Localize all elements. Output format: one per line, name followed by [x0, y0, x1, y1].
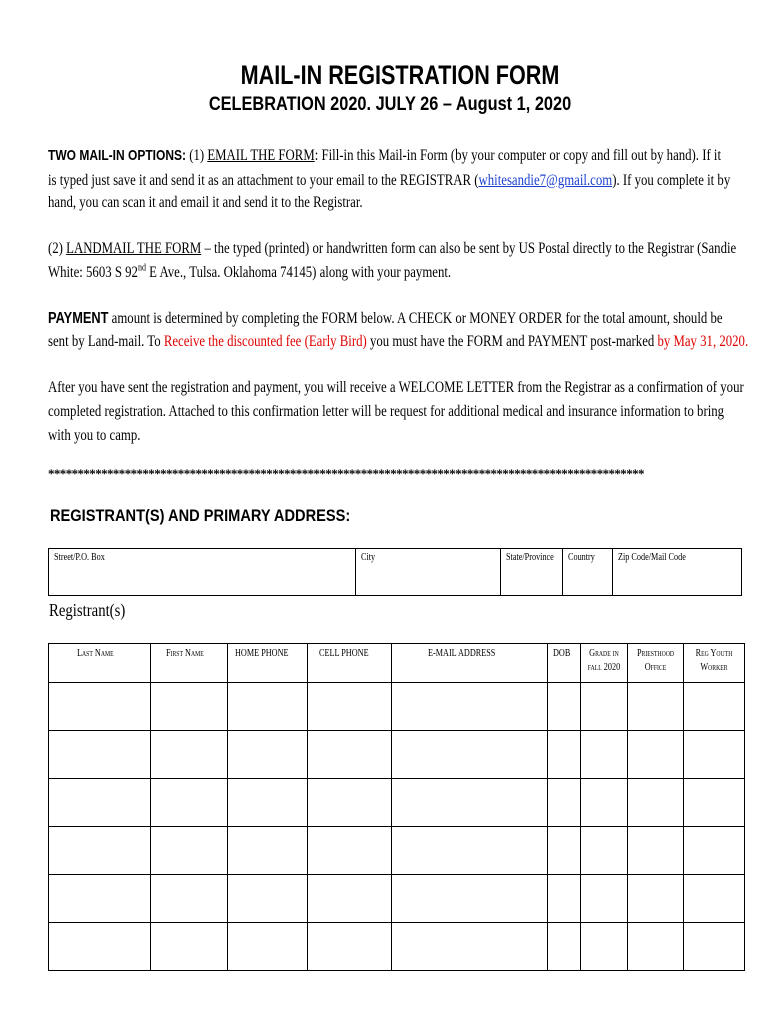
- col-dob: DOB: [548, 644, 581, 683]
- registrant-cell[interactable]: [392, 683, 548, 731]
- registrant-cell[interactable]: [392, 923, 548, 971]
- col-grade: Grade in fall 2020: [581, 644, 628, 683]
- registrant-cell[interactable]: [228, 827, 308, 875]
- registrant-row: [49, 923, 745, 971]
- registrant-cell[interactable]: [308, 827, 392, 875]
- registrar-email-link[interactable]: whitesandie7@gmail.com: [478, 172, 613, 189]
- col-youth-worker: Reg Youth Worker: [684, 644, 745, 683]
- registrant-cell[interactable]: [228, 875, 308, 923]
- registrant-cell[interactable]: [151, 827, 228, 875]
- address-row: [49, 549, 742, 596]
- registrant-cell[interactable]: [49, 731, 151, 779]
- registrant-cell[interactable]: [49, 923, 151, 971]
- address-table: [48, 548, 742, 596]
- registrant-cell[interactable]: [581, 731, 628, 779]
- registrant-cell[interactable]: [684, 827, 745, 875]
- registrant-cell[interactable]: [581, 779, 628, 827]
- registrant-cell[interactable]: [684, 683, 745, 731]
- after-line2: completed registration. Attached to this confirmation letter will be request for additional medical and insurance information to bring: [48, 403, 725, 420]
- registrant-cell[interactable]: [548, 875, 581, 923]
- zip-field[interactable]: Zip Code/Mail Code: [613, 549, 742, 596]
- registrant-cell[interactable]: [548, 683, 581, 731]
- state-field[interactable]: State/Province: [501, 549, 563, 596]
- registrant-cell[interactable]: [392, 731, 548, 779]
- registrant-cell[interactable]: [581, 683, 628, 731]
- registrant-cell[interactable]: [684, 923, 745, 971]
- address-heading: REGISTRANT(S) AND PRIMARY ADDRESS:: [50, 506, 351, 525]
- registrant-row: [49, 827, 745, 875]
- payment-heading: PAYMENT: [48, 310, 109, 327]
- options-heading: TWO MAIL-IN OPTIONS:: [48, 147, 186, 164]
- after-line3: with you to camp.: [48, 427, 141, 444]
- registrant-cell[interactable]: [308, 683, 392, 731]
- option1-line1: TWO MAIL-IN OPTIONS: (1) EMAIL THE FORM: Fill-in this Mail-in Form (by your computer or copy and fill out by hand). If it: [48, 147, 722, 164]
- payment-line1: PAYMENT amount is determined by completing the FORM below. A CHECK or MONEY ORDER for the total amount, should be: [48, 310, 723, 327]
- registrant-cell[interactable]: [151, 779, 228, 827]
- registrant-cell[interactable]: [628, 875, 684, 923]
- registrant-row: [49, 875, 745, 923]
- registrant-cell[interactable]: [151, 923, 228, 971]
- registrant-cell[interactable]: [581, 875, 628, 923]
- registrant-cell[interactable]: [392, 779, 548, 827]
- registrant-cell[interactable]: [548, 731, 581, 779]
- col-home-phone: HOME PHONE: [228, 644, 308, 683]
- registrant-cell[interactable]: [684, 779, 745, 827]
- option2-line1: (2) LANDMAIL THE FORM – the typed (printed) or handwritten form can also be sent by US Postal directly to the Registrar (Sandie: [48, 240, 737, 257]
- registrant-cell[interactable]: [628, 683, 684, 731]
- option2-line2: White: 5603 S 92nd E Ave., Tulsa. Oklahoma 74145) along with your payment.: [48, 262, 452, 281]
- registrant-cell[interactable]: [581, 827, 628, 875]
- registrant-cell[interactable]: [308, 875, 392, 923]
- option2-title: LANDMAIL THE FORM: [66, 240, 202, 257]
- registrant-cell[interactable]: [628, 779, 684, 827]
- registrant-cell[interactable]: [228, 683, 308, 731]
- registrants-table: [48, 643, 745, 971]
- registrant-cell[interactable]: [49, 779, 151, 827]
- registrants-header-row: [49, 644, 745, 683]
- payment-line2: sent by Land-mail. To Receive the discounted fee (Early Bird) you must have the FORM and PAYMENT post-marked by May 31, 2020.: [48, 333, 749, 350]
- registrant-cell[interactable]: [228, 779, 308, 827]
- col-priesthood: Priesthood Office: [628, 644, 684, 683]
- col-email: E-MAIL ADDRESS: [392, 644, 548, 683]
- registrant-cell[interactable]: [228, 923, 308, 971]
- registrant-cell[interactable]: [49, 827, 151, 875]
- col-last-name: Last Name: [49, 644, 151, 683]
- registrant-cell[interactable]: [151, 683, 228, 731]
- deadline-note: by May 31, 2020.: [657, 333, 749, 350]
- street-field[interactable]: Street/P.O. Box: [49, 549, 356, 596]
- registrant-cell[interactable]: [151, 731, 228, 779]
- registrant-cell[interactable]: [581, 923, 628, 971]
- option1-line2: is typed just save it and send it as an attachment to your email to the REGISTRAR (whitesandie7@gmail.com). If you complete it by: [48, 172, 731, 189]
- registrant-row: [49, 683, 745, 731]
- registrants-body: [49, 683, 745, 971]
- registrant-cell[interactable]: [308, 779, 392, 827]
- option1-line3: hand, you can scan it and email it and send it to the Registrar.: [48, 194, 363, 211]
- registrant-cell[interactable]: [392, 875, 548, 923]
- registrant-cell[interactable]: [628, 923, 684, 971]
- registrant-cell[interactable]: [548, 923, 581, 971]
- registrant-cell[interactable]: [49, 875, 151, 923]
- registrant-cell[interactable]: [392, 827, 548, 875]
- registrant-cell[interactable]: [548, 779, 581, 827]
- col-cell-phone: CELL PHONE: [308, 644, 392, 683]
- registrants-label: Registrant(s): [49, 600, 126, 620]
- early-bird-note: Receive the discounted fee (Early Bird): [163, 333, 367, 350]
- registrant-row: [49, 779, 745, 827]
- form-subtitle: CELEBRATION 2020. JULY 26 – August 1, 2020: [208, 94, 572, 115]
- registrant-cell[interactable]: [684, 731, 745, 779]
- form-title: MAIL-IN REGISTRATION FORM: [240, 60, 560, 90]
- registrant-cell[interactable]: [49, 683, 151, 731]
- registrant-cell[interactable]: [308, 923, 392, 971]
- registrant-cell[interactable]: [628, 827, 684, 875]
- registrant-cell[interactable]: [628, 731, 684, 779]
- registrant-cell[interactable]: [151, 875, 228, 923]
- registrant-row: [49, 731, 745, 779]
- registrant-cell[interactable]: [308, 731, 392, 779]
- country-field[interactable]: Country: [563, 549, 613, 596]
- registrant-cell[interactable]: [548, 827, 581, 875]
- separator: *****************************************************************************************************: [48, 466, 644, 481]
- registrant-cell[interactable]: [228, 731, 308, 779]
- col-first-name: First Name: [151, 644, 228, 683]
- city-field[interactable]: City: [356, 549, 501, 596]
- option1-title: EMAIL THE FORM: [207, 147, 315, 164]
- registrant-cell[interactable]: [684, 875, 745, 923]
- after-line1: After you have sent the registration and payment, you will receive a WELCOME LETTER from the Registrar as a confirmation of your: [48, 379, 744, 396]
